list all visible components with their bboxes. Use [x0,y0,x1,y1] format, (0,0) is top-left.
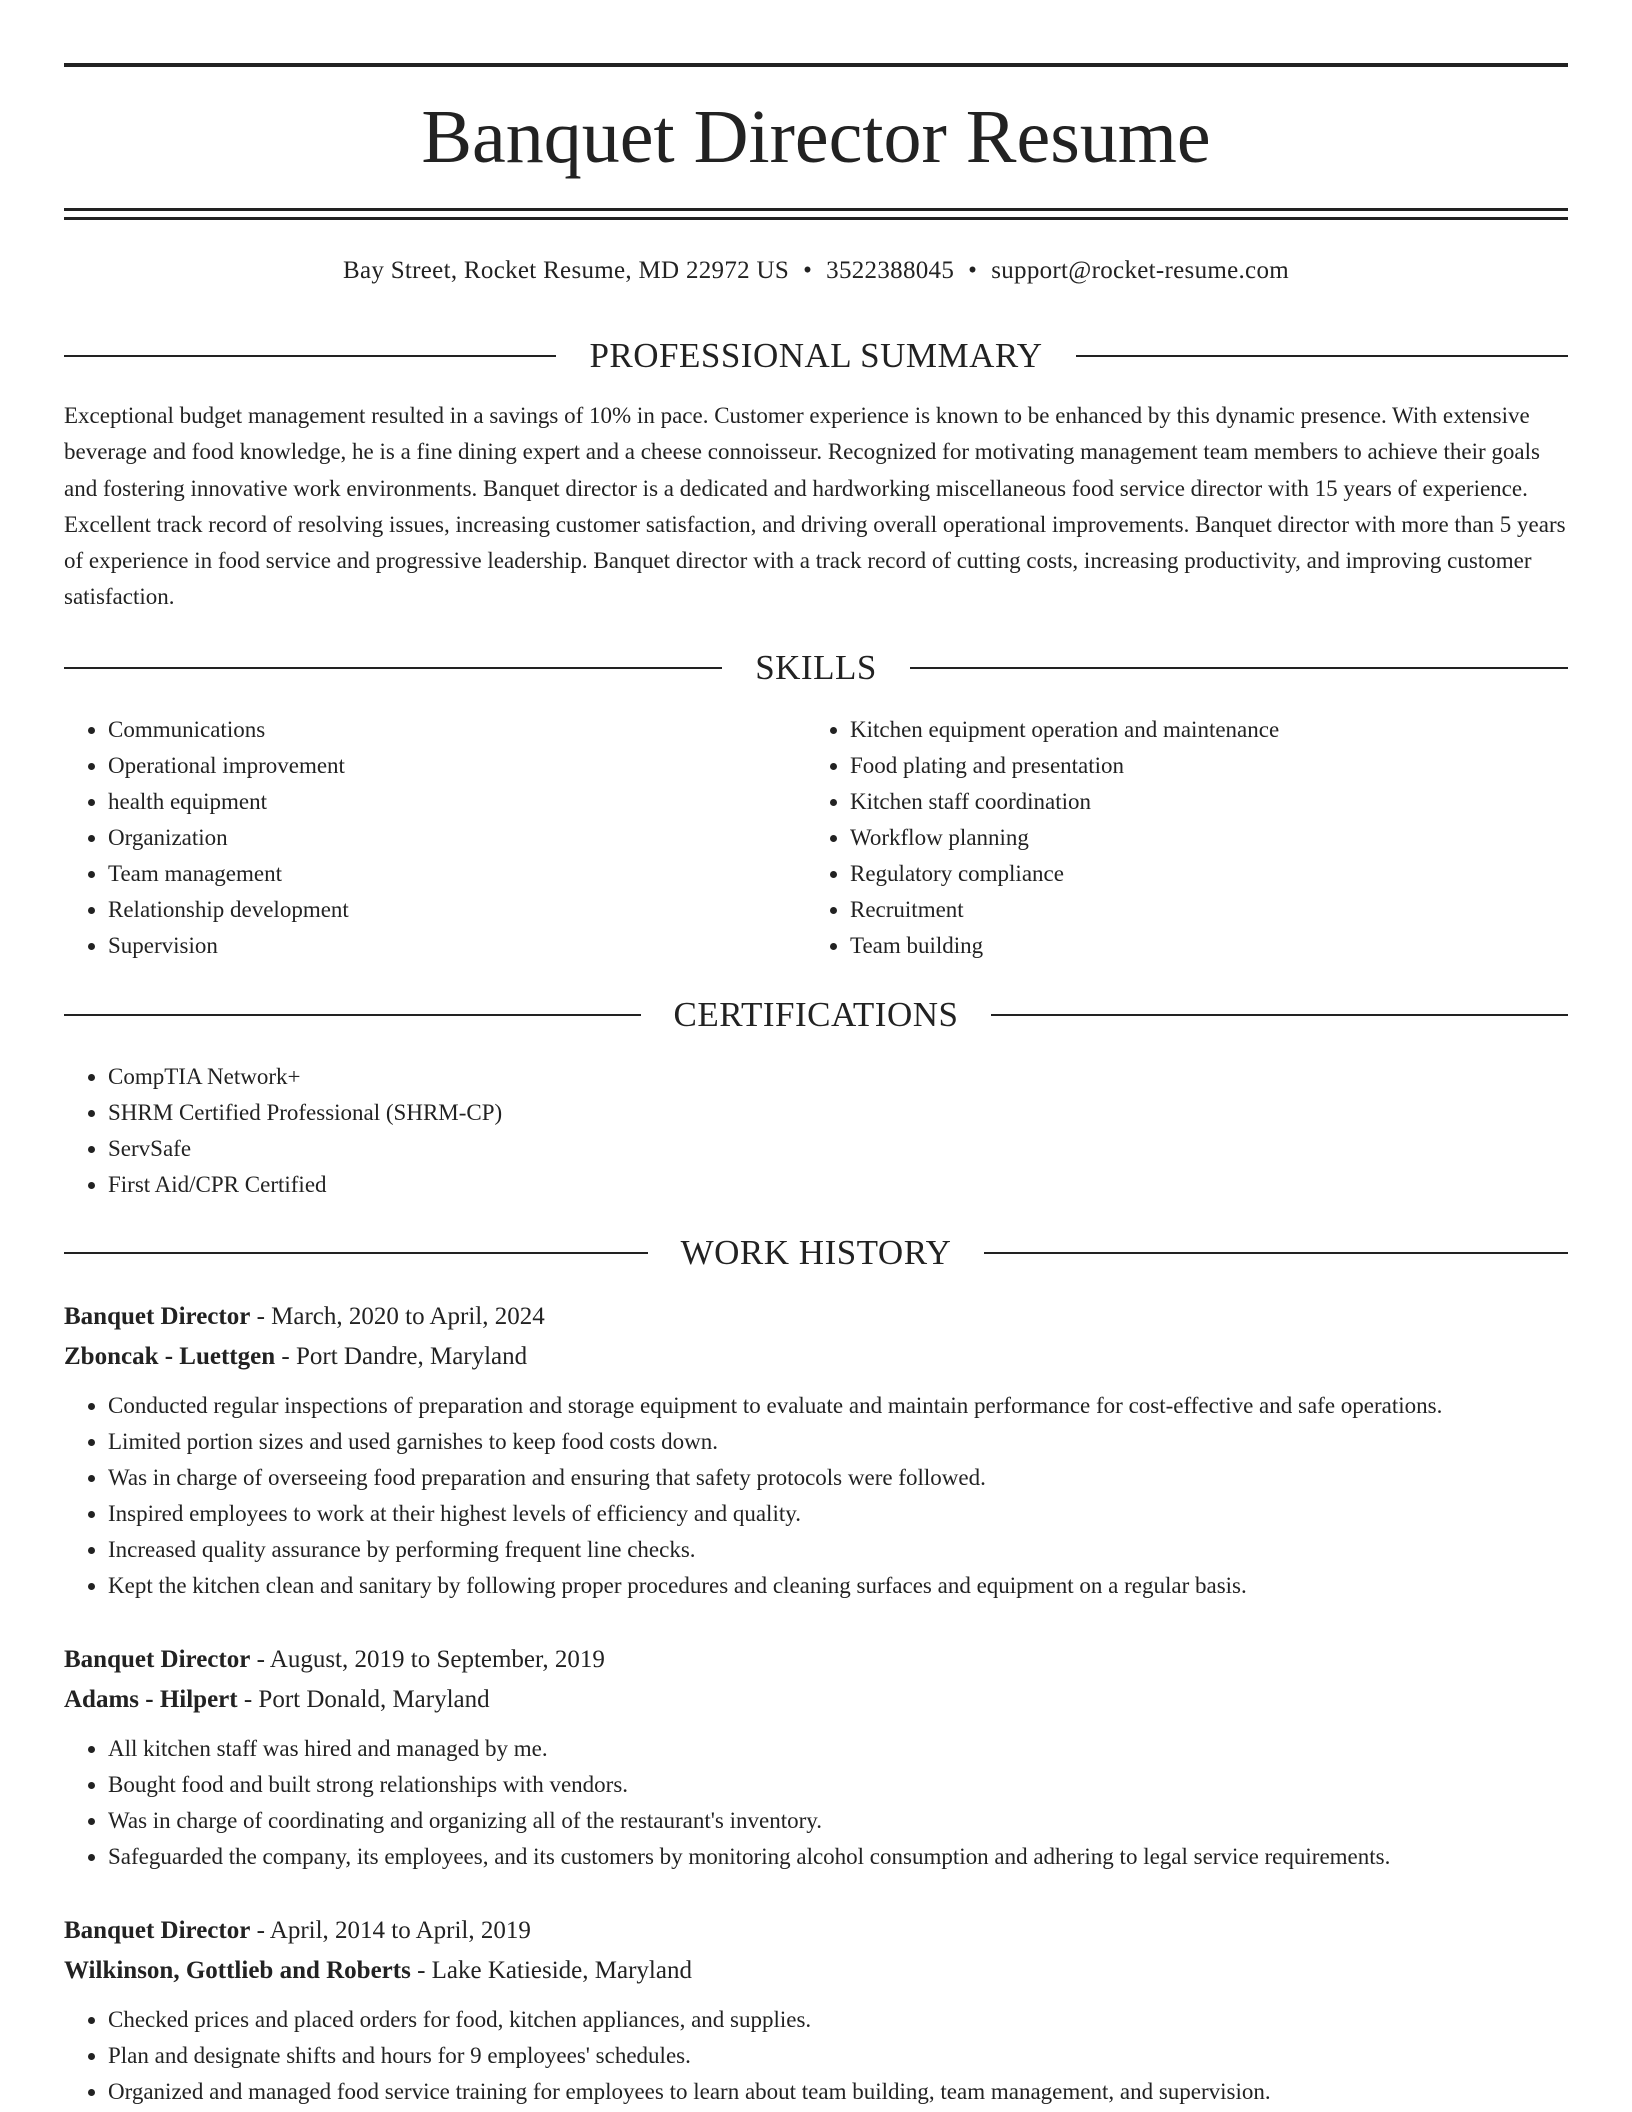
job-bullet: • Bought food and built strong relationships with vendors. [108,1767,1568,1803]
job-dates: - March, 2020 to April, 2024 [250,1303,545,1330]
certification-item: • CompTIA Network+ [108,1059,1464,1095]
job-dates: - April, 2014 to April, 2019 [250,1917,531,1944]
certification-item: • SHRM Certified Professional (SHRM-CP) [108,1095,1464,1131]
job-entry [64,1640,1568,1875]
skill-item: • Supervision [108,928,764,964]
skill-item: • Organization [108,820,764,856]
job-bullet: • Conducted regular inspections of preparation and storage equipment to evaluate and maintain performance for cost-effective and safe operations. [108,1388,1568,1424]
page-title: Banquet Director Resume [421,95,1211,179]
skills-list-right [806,712,1506,964]
job-bullets [64,2002,1568,2110]
work-history-heading [64,1233,1568,1273]
certification-item: • First Aid/CPR Certified [108,1167,1464,1203]
job-bullet: • Safeguarded the company, its employees, and its customers by monitoring alcohol consumption and adhering to legal service requirements. [108,1839,1568,1875]
contact-phone: 3522388045 [826,257,955,284]
heading-rule-left [64,1252,648,1254]
job-bullet: • Kept the kitchen clean and sanitary by following proper procedures and cleaning surfaces and equipment on a regular basis. [108,1568,1568,1604]
job-bullet: • Organized and managed food service training for employees to learn about team building, team management, and supervision. [108,2074,1568,2110]
job-title-line [64,1911,1568,1951]
skill-item: • health equipment [108,784,764,820]
heading-rule-right [984,1252,1568,1254]
skill-item: • Kitchen staff coordination [850,784,1506,820]
job-bullet: • Checked prices and placed orders for food, kitchen appliances, and supplies. [108,2002,1568,2038]
job-bullet: • Limited portion sizes and used garnishes to keep food costs down. [108,1424,1568,1460]
job-company: Zboncak - Luettgen [64,1343,276,1370]
job-entry [64,1911,1568,2110]
job-location: - Port Donald, Maryland [237,1686,490,1713]
heading-rule-left [64,355,556,357]
job-company: Adams - Hilpert [64,1686,238,1713]
header-bottom-rule [64,208,1568,220]
certifications-heading [64,995,1568,1035]
job-company-line [64,1680,1568,1720]
skill-item: • Workflow planning [850,820,1506,856]
heading-rule-right [910,667,1568,669]
job-location: - Lake Katieside, Maryland [410,1957,692,1984]
summary-heading [64,336,1568,376]
contact-line [0,253,1632,289]
skills-heading [64,648,1568,688]
job-title-line [64,1297,1568,1337]
summary-heading-label: PROFESSIONAL SUMMARY [589,336,1043,375]
skill-item: • Operational improvement [108,748,764,784]
header-top-rule [64,63,1568,67]
job-entry [64,1297,1568,1604]
work-history-heading-label: WORK HISTORY [680,1233,952,1272]
job-company-line [64,1337,1568,1377]
heading-rule-left [64,667,722,669]
heading-rule-left [64,1014,641,1016]
skill-item: • Team management [108,856,764,892]
job-title: Banquet Director [64,1646,251,1673]
job-bullet: • All kitchen staff was hired and managed by me. [108,1731,1568,1767]
heading-rule-right [991,1014,1568,1016]
job-location: - Port Dandre, Maryland [275,1343,528,1370]
job-bullet: • Was in charge of overseeing food preparation and ensuring that safety protocols were followed. [108,1460,1568,1496]
contact-separator: • [968,257,978,284]
skill-item: • Team building [850,928,1506,964]
job-bullet: • Increased quality assurance by performing frequent line checks. [108,1532,1568,1568]
job-bullet: • Inspired employees to work at their highest levels of efficiency and quality. [108,1496,1568,1532]
skill-item: • Kitchen equipment operation and maintenance [850,712,1506,748]
skills-heading-label: SKILLS [755,648,877,687]
job-title: Banquet Director [64,1303,251,1330]
skill-item: • Communications [108,712,764,748]
skills-list-left [64,712,764,964]
job-bullet: • Was in charge of coordinating and organizing all of the restaurant's inventory. [108,1803,1568,1839]
job-title-line [64,1640,1568,1680]
skill-item: • Recruitment [850,892,1506,928]
skill-item: • Food plating and presentation [850,748,1506,784]
contact-email: support@rocket-resume.com [991,257,1289,284]
heading-rule-right [1076,355,1568,357]
certification-item: • ServSafe [108,1131,1464,1167]
contact-address: Bay Street, Rocket Resume, MD 22972 US [342,257,790,284]
job-title: Banquet Director [64,1917,251,1944]
summary-text: Exceptional budget management resulted in a savings of 10% in pace. Customer experience is known to be enhanced by this dynamic presence. With extensive beverage and food knowledge, he is a fine dining expert and a cheese connoisseur. Recognized for motivating management team members to achieve their goals and fostering innovative work environments. Banquet director is a dedicated and hardworking miscellaneous food service director with 15 years of experience. Excellent track record of resolving issues, increasing customer satisfaction, and driving overall operational improvements. Banquet director with more than 5 years of experience in food service and progressive leadership. Banquet director with a track record of cutting costs, increasing productivity, and improving customer satisfaction. [64,403,1566,610]
job-bullets [64,1731,1568,1875]
skill-item: • Regulatory compliance [850,856,1506,892]
skill-item: • Relationship development [108,892,764,928]
job-company: Wilkinson, Gottlieb and Roberts [64,1957,411,1984]
job-company-line [64,1951,1568,1991]
job-dates: - August, 2019 to September, 2019 [250,1646,605,1673]
job-bullets [64,1388,1568,1604]
contact-separator: • [803,257,813,284]
certifications-list [64,1059,1464,1203]
certifications-heading-label: CERTIFICATIONS [673,995,959,1034]
job-bullet: • Plan and designate shifts and hours for 9 employees' schedules. [108,2038,1568,2074]
